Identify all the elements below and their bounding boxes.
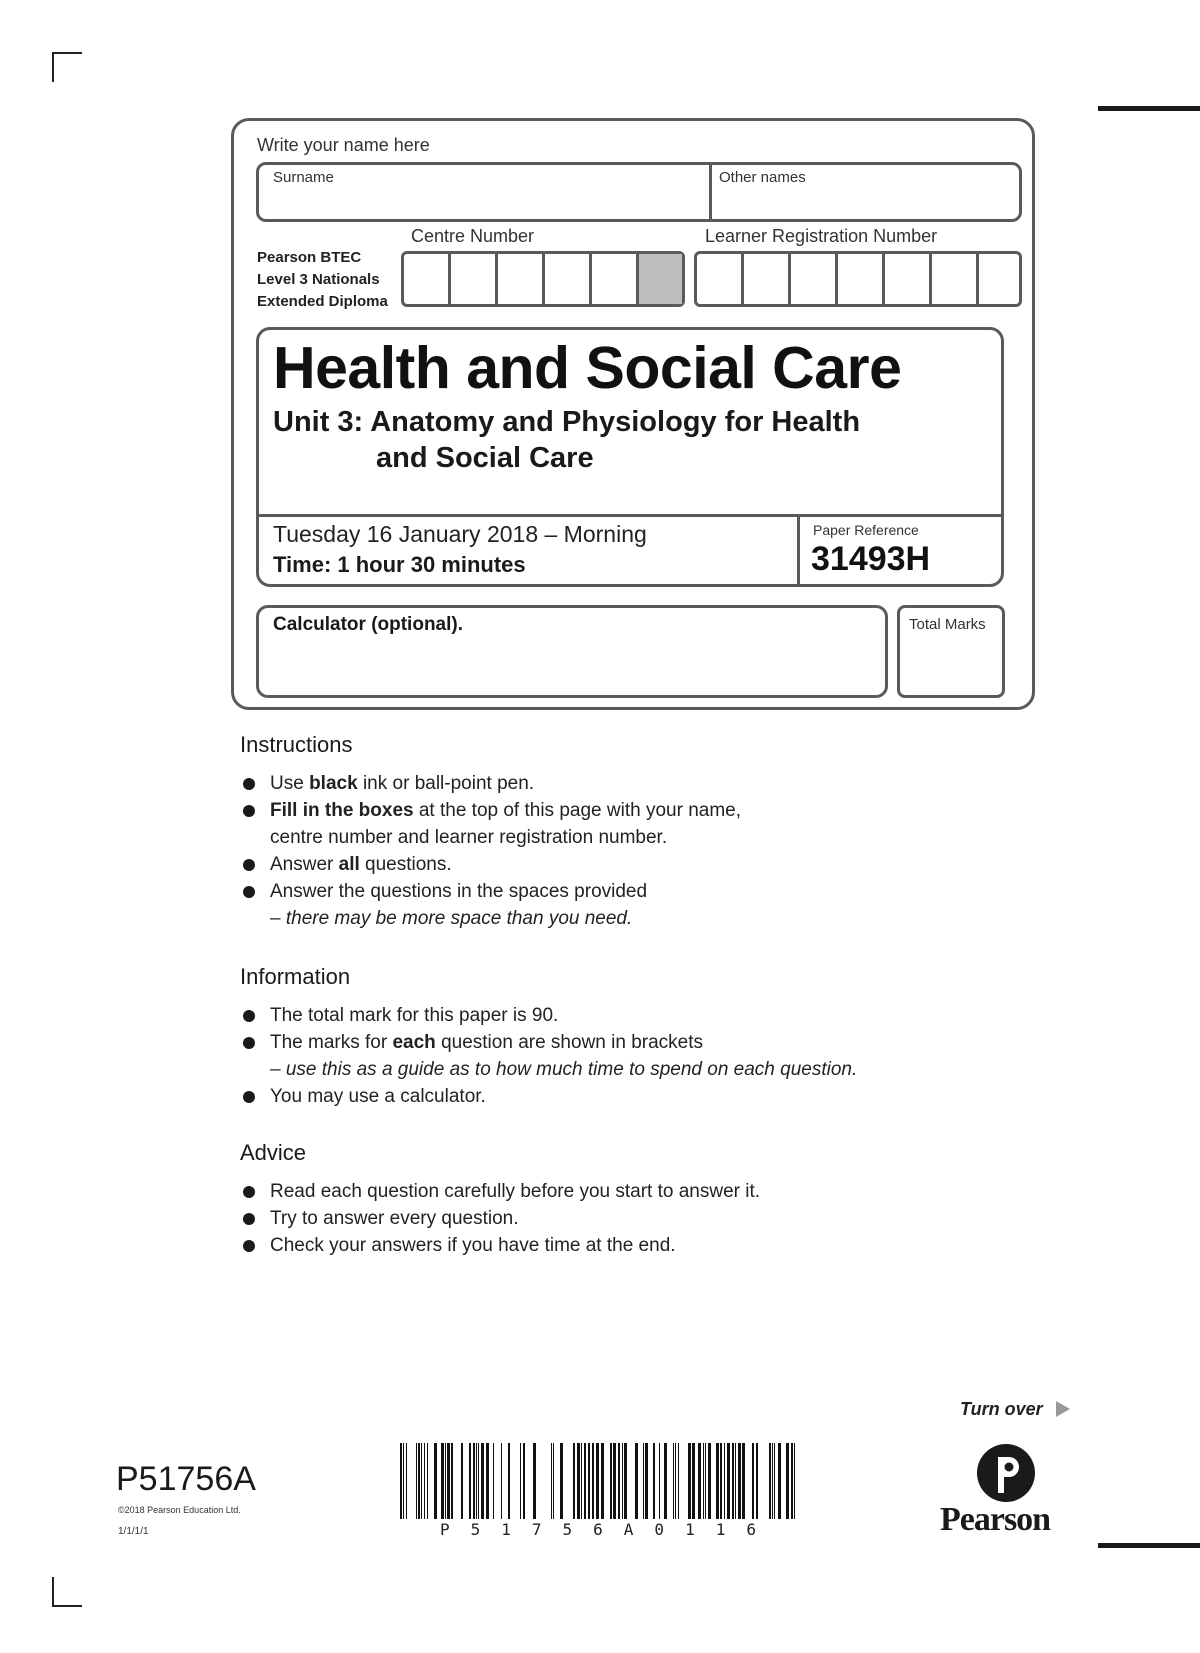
barcode-bar (794, 1443, 795, 1519)
barcode-bar (406, 1443, 407, 1519)
barcode-bar (735, 1443, 736, 1519)
barcode-bar (732, 1443, 734, 1519)
barcode-bar (473, 1443, 475, 1519)
information-list (242, 1002, 857, 1110)
crop-mark-bottom-left (52, 1577, 82, 1607)
barcode-bar (675, 1443, 676, 1519)
list-item: The marks for each question are shown in brackets – use this as a guide as to how much time to spend on each question. (242, 1029, 857, 1083)
barcode-bar (581, 1443, 582, 1519)
exam-time: Time: 1 hour 30 minutes (273, 552, 526, 577)
barcode-bar (772, 1443, 773, 1519)
centre-number-cell[interactable] (545, 254, 592, 304)
barcode-bar (778, 1443, 781, 1519)
exam-date: Tuesday 16 January 2018 – Morning (273, 521, 647, 547)
barcode-bar (447, 1443, 450, 1519)
barcode-bar (622, 1443, 623, 1519)
barcode-bar (508, 1443, 510, 1519)
list-item: Answer the questions in the spaces provided – there may be more space than you need. (242, 878, 741, 932)
barcode-bar (427, 1443, 428, 1519)
instructions-list (242, 770, 741, 932)
qualification-line-2: Level 3 Nationals (257, 271, 380, 288)
barcode-bar (445, 1443, 446, 1519)
barcode-bar (756, 1443, 758, 1519)
barcode-bar (573, 1443, 575, 1519)
unit-title-line-1: Unit 3: Anatomy and Physiology for Health (273, 406, 861, 438)
learner-reg-cell[interactable] (744, 254, 791, 304)
barcode-bar (708, 1443, 711, 1519)
name-divider (709, 165, 712, 219)
barcode-bar (635, 1443, 638, 1519)
learner-reg-cell[interactable] (791, 254, 838, 304)
edge-mark-top (1098, 106, 1200, 111)
barcode-bar (469, 1443, 471, 1519)
barcode (400, 1443, 796, 1519)
barcode-bar (560, 1443, 563, 1519)
surname-field[interactable] (263, 187, 703, 217)
barcode-bar (742, 1443, 745, 1519)
title-divider (259, 514, 1001, 517)
barcode-bar (553, 1443, 554, 1519)
learner-reg-label: Learner Registration Number (705, 226, 938, 246)
edge-mark-bottom (1098, 1543, 1200, 1548)
barcode-bar (645, 1443, 648, 1519)
barcode-bar (461, 1443, 463, 1519)
centre-number-cell[interactable] (451, 254, 498, 304)
barcode-text: P51756A0116 (440, 1520, 777, 1539)
barcode-bar (610, 1443, 612, 1519)
subject-title: Health and Social Care (273, 335, 902, 401)
barcode-bar (520, 1443, 521, 1519)
barcode-bar (724, 1443, 725, 1519)
barcode-bar (698, 1443, 701, 1519)
learner-reg-cell[interactable] (979, 254, 1019, 304)
list-item: Try to answer every question. (242, 1205, 760, 1232)
title-panel (256, 327, 1004, 587)
centre-number-cell[interactable] (498, 254, 545, 304)
paper-ref-divider (797, 514, 800, 587)
barcode-bar (551, 1443, 552, 1519)
barcode-bar (403, 1443, 404, 1519)
barcode-bar (624, 1443, 627, 1519)
barcode-bar (424, 1443, 425, 1519)
barcode-bar (501, 1443, 502, 1519)
barcode-bar (774, 1443, 775, 1519)
barcode-bar (478, 1443, 479, 1519)
barcode-bar (664, 1443, 667, 1519)
barcode-bar (476, 1443, 477, 1519)
barcode-bar (613, 1443, 616, 1519)
list-item: Use black ink or ball-point pen. (242, 770, 741, 797)
print-code: 1/1/1/1 (118, 1526, 149, 1537)
barcode-bar (400, 1443, 402, 1519)
barcode-bar (678, 1443, 679, 1519)
learner-reg-cell[interactable] (932, 254, 979, 304)
write-name-label: Write your name here (257, 135, 430, 155)
barcode-bar (592, 1443, 594, 1519)
barcode-bar (786, 1443, 789, 1519)
list-item: Fill in the boxes at the top of this page with your name, centre number and learner registration number. (242, 797, 741, 851)
barcode-bar (791, 1443, 793, 1519)
pearson-logo (940, 1443, 1070, 1539)
qualification-line-1: Pearson BTEC (257, 249, 362, 266)
learner-reg-boxes[interactable] (694, 251, 1022, 307)
centre-number-cell-shaded (639, 254, 682, 304)
barcode-bar (434, 1443, 437, 1519)
information-heading: Information (240, 964, 351, 989)
barcode-bar (659, 1443, 660, 1519)
barcode-bar (588, 1443, 590, 1519)
barcode-bar (416, 1443, 417, 1519)
learner-reg-cell[interactable] (697, 254, 744, 304)
other-names-label: Other names (719, 169, 806, 186)
surname-label: Surname (273, 169, 334, 186)
list-item: Answer all questions. (242, 851, 741, 878)
paper-ref-number: 31493H (811, 540, 931, 578)
play-triangle-icon (1056, 1401, 1070, 1417)
barcode-bar (577, 1443, 580, 1519)
barcode-bar (692, 1443, 695, 1519)
list-item: You may use a calculator. (242, 1083, 857, 1110)
barcode-bar (418, 1443, 420, 1519)
paper-code: P51756A (116, 1460, 256, 1498)
centre-number-label: Centre Number (411, 226, 535, 246)
calculator-note: Calculator (optional). (273, 614, 463, 635)
name-fields (256, 162, 1022, 222)
barcode-bar (486, 1443, 489, 1519)
pearson-wordmark: Pearson (940, 1501, 1051, 1538)
barcode-bar (596, 1443, 599, 1519)
calculator-panel (256, 605, 888, 698)
learner-reg-cell[interactable] (885, 254, 932, 304)
barcode-bar (688, 1443, 691, 1519)
barcode-bar (703, 1443, 704, 1519)
barcode-bar (618, 1443, 620, 1519)
barcode-bar (481, 1443, 484, 1519)
advice-heading: Advice (240, 1140, 307, 1165)
qualification-label (257, 247, 388, 313)
centre-number-cell[interactable] (404, 254, 451, 304)
unit-title-line-2: and Social Care (376, 442, 594, 474)
paper-ref-label: Paper Reference (813, 522, 919, 538)
barcode-bar (533, 1443, 536, 1519)
pearson-p-logo-icon (976, 1443, 1036, 1503)
barcode-bar (705, 1443, 706, 1519)
total-marks-label: Total Marks (909, 616, 986, 633)
barcode-bar (523, 1443, 525, 1519)
barcode-bar (584, 1443, 586, 1519)
list-item: The total mark for this paper is 90. (242, 1002, 857, 1029)
advice-list (242, 1178, 760, 1259)
other-names-field[interactable] (717, 187, 1017, 217)
centre-number-boxes[interactable] (401, 251, 685, 307)
barcode-bar (421, 1443, 422, 1519)
barcode-bar (451, 1443, 453, 1519)
barcode-bar (720, 1443, 722, 1519)
turn-over (960, 1399, 1070, 1420)
copyright: ©2018 Pearson Education Ltd. (118, 1505, 241, 1515)
total-marks-box (897, 605, 1005, 698)
barcode-bar (601, 1443, 604, 1519)
barcode-bar (653, 1443, 655, 1519)
list-item: Read each question carefully before you start to answer it. (242, 1178, 760, 1205)
barcode-bar (716, 1443, 719, 1519)
instructions-heading: Instructions (240, 732, 353, 757)
barcode-bar (673, 1443, 674, 1519)
barcode-bar (738, 1443, 741, 1519)
list-item: Check your answers if you have time at the end. (242, 1232, 760, 1259)
barcode-bar (493, 1443, 494, 1519)
crop-mark-top-left (52, 52, 82, 82)
centre-number-cell[interactable] (592, 254, 639, 304)
learner-reg-cell[interactable] (838, 254, 885, 304)
barcode-bar (769, 1443, 771, 1519)
turn-over-label: Turn over (960, 1399, 1043, 1419)
barcode-bar (441, 1443, 444, 1519)
barcode-bar (727, 1443, 730, 1519)
barcode-bar (752, 1443, 754, 1519)
barcode-bar (643, 1443, 644, 1519)
qualification-line-3: Extended Diploma (257, 293, 388, 310)
